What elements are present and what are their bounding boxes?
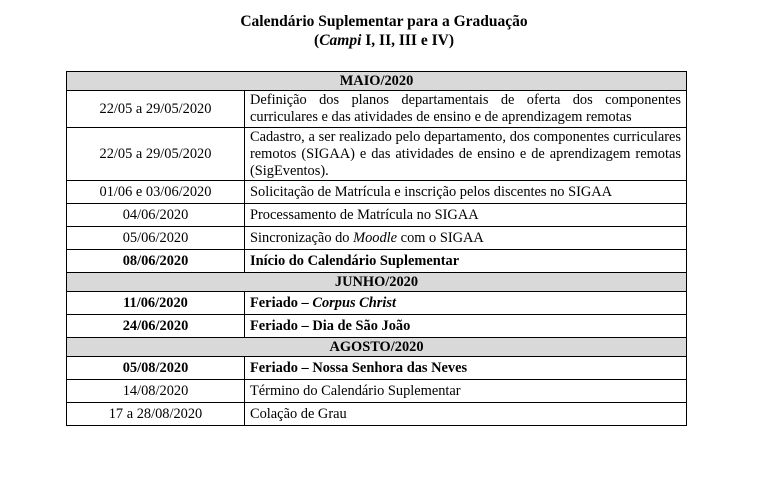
month-header: JUNHO/2020 <box>67 273 687 292</box>
row-date: 05/06/2020 <box>67 227 245 250</box>
table-row <box>67 292 687 315</box>
table-row <box>67 181 687 204</box>
row-description: Início do Calendário Suplementar <box>245 250 687 273</box>
table-row <box>67 91 687 128</box>
row-date: 11/06/2020 <box>67 292 245 315</box>
table-row <box>67 357 687 380</box>
desc-part: Sincronização do <box>250 229 354 246</box>
table-row <box>67 128 687 181</box>
row-date: 22/05 a 29/05/2020 <box>67 91 245 128</box>
row-date: 04/06/2020 <box>67 204 245 227</box>
row-description <box>245 292 687 315</box>
row-date: 14/08/2020 <box>67 380 245 403</box>
row-description: Processamento de Matrícula no SIGAA <box>245 204 687 227</box>
month-header-row <box>67 338 687 357</box>
row-description <box>245 227 687 250</box>
row-date: 08/06/2020 <box>67 250 245 273</box>
month-header: AGOSTO/2020 <box>67 338 687 357</box>
month-header: MAIO/2020 <box>67 72 687 91</box>
row-description: Cadastro, a ser realizado pelo departamento, dos componentes curriculares remotos (SIGAA) e das atividades de ensino e de aprendizagem remotas (SigEventos). <box>245 128 687 181</box>
document-title: Calendário Suplementar para a Graduação <box>240 13 528 30</box>
table-row <box>67 403 687 426</box>
calendar-table <box>66 71 687 426</box>
row-description: Término do Calendário Suplementar <box>245 380 687 403</box>
month-header-row <box>67 273 687 292</box>
table-row <box>67 250 687 273</box>
row-date: 24/06/2020 <box>67 315 245 338</box>
desc-part: Feriado – <box>250 294 313 311</box>
month-header-row <box>67 72 687 91</box>
table-row <box>67 315 687 338</box>
desc-italic: Corpus Christ <box>312 294 396 311</box>
row-description: Feriado – Nossa Senhora das Neves <box>245 357 687 380</box>
row-date: 22/05 a 29/05/2020 <box>67 128 245 181</box>
table-row <box>67 380 687 403</box>
table-row <box>67 204 687 227</box>
row-date: 05/08/2020 <box>67 357 245 380</box>
desc-italic: Moodle <box>353 229 398 246</box>
subtitle-open: ( <box>314 32 320 49</box>
row-description: Colação de Grau <box>245 403 687 426</box>
row-description: Definição dos planos departamentais de oferta dos componentes curriculares e das atividades de ensino e de aprendizagem remotas <box>245 91 687 128</box>
row-description: Feriado – Dia de São João <box>245 315 687 338</box>
row-date: 17 a 28/08/2020 <box>67 403 245 426</box>
row-date: 01/06 e 03/06/2020 <box>67 181 245 204</box>
desc-part: com o SIGAA <box>397 229 484 246</box>
subtitle-rest: I, II, III e IV) <box>361 32 454 49</box>
table-row <box>67 227 687 250</box>
document-subtitle <box>0 31 768 50</box>
subtitle-italic: Campi <box>319 32 362 49</box>
row-description: Solicitação de Matrícula e inscrição pelos discentes no SIGAA <box>245 181 687 204</box>
document-header <box>0 12 768 50</box>
